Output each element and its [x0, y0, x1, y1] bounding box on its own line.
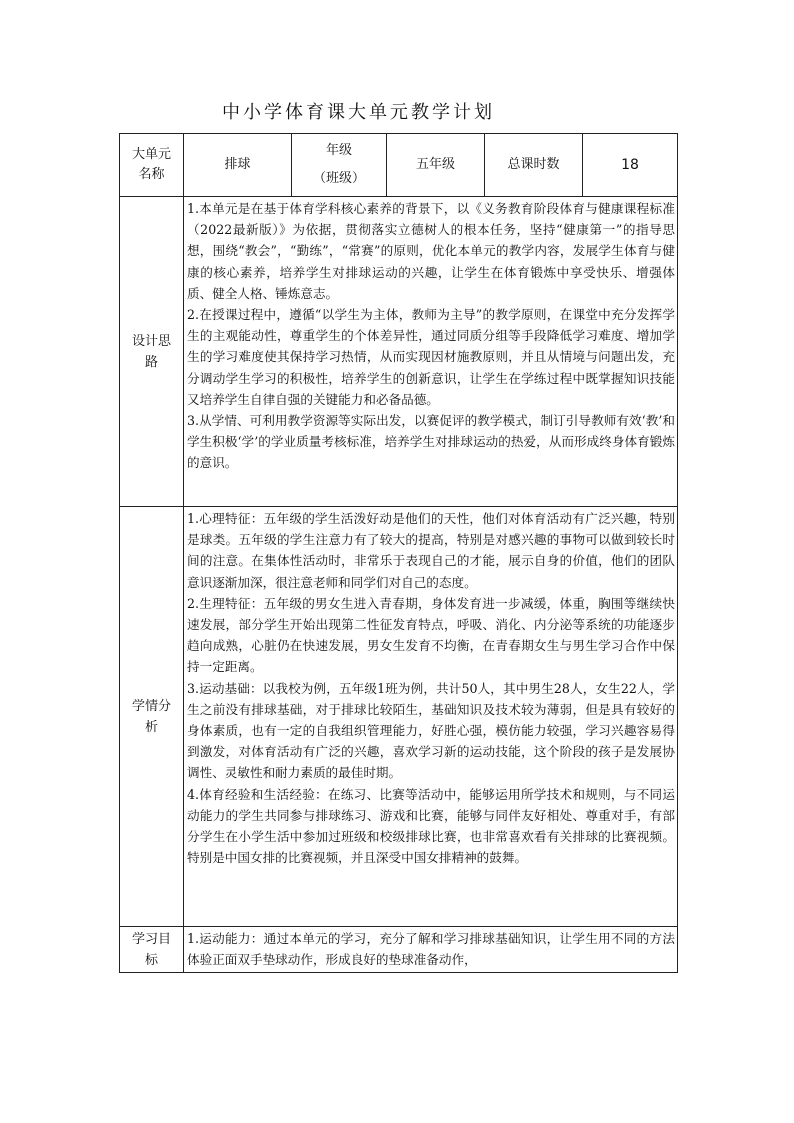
unit-label: 大单元名称 [131, 147, 171, 182]
hours-label: 总课时数 [485, 134, 583, 197]
design-label-cell [120, 197, 184, 507]
plan-table [119, 133, 678, 973]
goal-content [184, 927, 678, 973]
unit-value: 排球 [184, 134, 292, 197]
goal-label: 学习目标 [131, 931, 171, 968]
design-content [184, 197, 678, 507]
student-paragraph: 2.生理特征：五年级的男女生进入青春期，身体发育进一步减缓，体重，胸围等继续快速发展，部分学生开始出现第二性征发育特点，呼吸、消化、内分泌等系统的功能逐步趋向成熟，心脏仍在快速发展，男女生发育不均衡，在青春期女生与男生学习合作中保持一定距离。 [187, 595, 675, 675]
design-label: 设计思路 [131, 333, 171, 370]
goal-row [120, 927, 678, 973]
design-paragraph: 3.从学情、可利用教学资源等实际出发，以赛促评的教学模式，制订引导教师有效‘教’和学生积极‘学’的学业质量考核标准，培养学生对排球运动的热爱，从而形成终身体育锻炼的意识。 [187, 413, 675, 471]
goal-label-cell [120, 927, 184, 973]
student-content [184, 507, 678, 927]
design-paragraph: 2.在授课过程中，遵循“以学生为主体，教师为主导”的教学原则，在课堂中充分发挥学生的主观能动性，尊重学生的个体差异性，通过同质分组等手段降低学习难度、增加学生的学习难度使其保持学习热情，从而实现因材施教原则，并且从情境与问题出发，充分调动学生学习的积极性，培养学生的创新意识，让学生在学练过程中既掌握知识技能又培养学生自律自强的关键能力和必备品德。 [187, 307, 675, 407]
student-label: 学情分析 [131, 698, 171, 735]
grade-label-line1: 年级 [325, 143, 352, 158]
hours-value: 18 [583, 134, 678, 197]
student-paragraph: 3.运动基础：以我校为例，五年级1班为例，共计50人，其中男生28人，女生22人，学生之前没有排球基础，对于排球比较陌生，基础知识及技术较为薄弱，但是具有较好的身体素质，也有一定的自我组织管理能力，好胜心强，模仿能力较强，学习兴趣容易得到激发，对体育活动有广泛的兴趣，喜欢学习新的运动技能，这个阶段的孩子是发展协调性、灵敏性和耐力素质的最佳时期。 [187, 680, 675, 781]
unit-label-cell [120, 134, 184, 197]
student-paragraph: 1.心理特征：五年级的学生活泼好动是他们的天性，他们对体育活动有广泛兴趣，特别是球类。五年级的学生注意力有了较大的提高，特别是对感兴趣的事物可以做到较长时间的注意。在集体性活动时，非常乐于表现自己的才能，展示自身的价值，他们的团队意识逐渐加深，很注意老师和同学们对自己的态度。 [187, 511, 675, 590]
goal-paragraph: 1.运动能力：通过本单元的学习，充分了解和学习排球基础知识，让学生用不同的方法体验正面双手垫球动作，形成良好的垫球准备动作， [187, 931, 675, 968]
design-paragraph: 1.本单元是在基于体育学科核心素养的背景下，以《义务教育阶段体育与健康课程标准（2022最新版）》为依据，贯彻落实立德树人的根本任务，坚持“健康第一”的指导思想，围绕“教会”，“勤练”，“常赛”的原则，优化本单元的教学内容，发展学生体育与健康的核心素养，培养学生对排球运动的兴趣，让学生在体育锻炼中享受快乐、增强体质、健全人格、锤炼意志。 [187, 201, 675, 301]
design-row [120, 197, 678, 507]
grade-value: 五年级 [387, 134, 485, 197]
grade-label-line2: （班级） [312, 171, 365, 186]
page-title: 中小学体育课大单元教学计划 [222, 102, 495, 123]
header-row [120, 134, 678, 197]
student-paragraph: 4.体育经验和生活经验：在练习、比赛等活动中，能够运用所学技术和规则，与不同运动能力的学生共同参与排球练习、游戏和比赛，能够与同伴友好相处、尊重对手，有部分学生在小学生活中参加过班级和校级排球比赛，也非常喜欢看有关排球的比赛视频。特别是中国女排的比赛视频，并且深受中国女排精神的鼓舞。 [187, 786, 675, 866]
student-label-cell [120, 507, 184, 927]
grade-label-cell [292, 134, 387, 197]
student-row [120, 507, 678, 927]
